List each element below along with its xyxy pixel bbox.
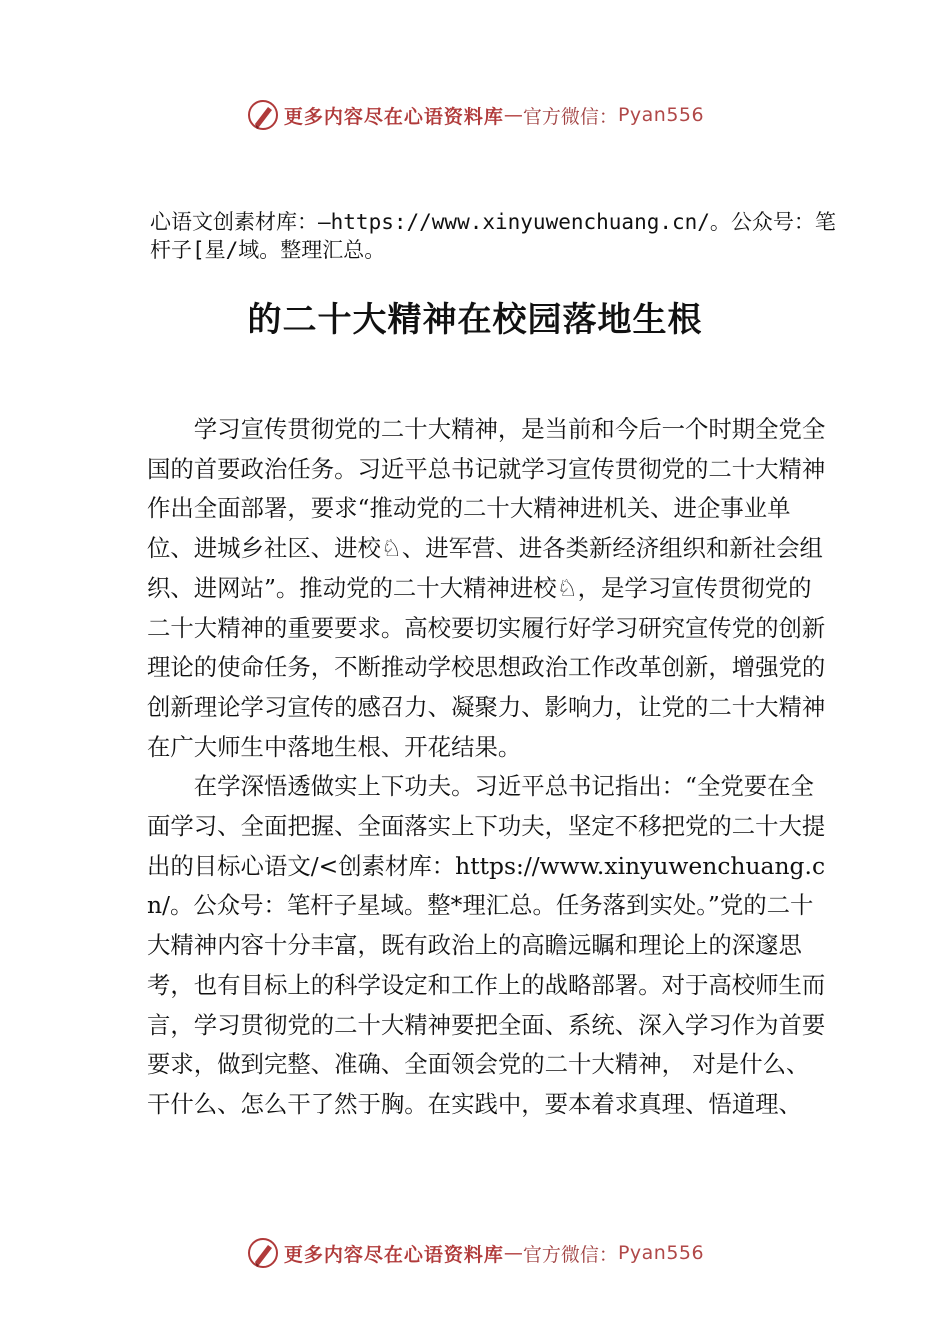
watermark-text: 更多内容尽在心语资料库	[283, 1243, 504, 1266]
watermark-dash: —	[503, 104, 523, 126]
watermark-dash: —	[503, 1242, 523, 1264]
source-line: 心语文创素材库：—https://www.xinyuwenchuang.cn/。公众号：笔杆子[星/域。整理汇总。	[150, 210, 836, 262]
watermark-text: 更多内容尽在心语资料库	[283, 105, 504, 128]
pen-logo-icon	[246, 1236, 280, 1270]
wechat-label: 官方微信：	[522, 105, 618, 128]
footer-watermark	[0, 1233, 950, 1273]
paragraph: 学习宣传贯彻党的二十大精神，是当前和今后一个时期全党全国的首要政治任务。习近平总书记就学习宣传贯彻党的二十大精神作出全面部署，要求“推动党的二十大精神进机关、进企事业单位、进城乡社区、进校♘、进军营、进各类新经济组织和新社会组织、进网站”。推动党的二十大精神进校♘，是学习宣传贯彻党的二十大精神的重要要求。高校要切实履行好学习研究宣传党的创新理论的使命任务，不断推动学校思想政治工作改革创新，增强党的创新理论学习宣传的感召力、凝聚力、影响力，让党的二十大精神在广大师生中落地生根、开花结果。	[147, 415, 826, 761]
paragraph: 在学深悟透做实上下功夫。习近平总书记指出：“全党要在全面学习、全面把握、全面落实上下功夫，坚定不移把党的二十大提出的目标心语文/<创素材库：https://www.xinyuwenchuang.cn/。公众号：笔杆子星域。整*理汇总。任务落到实处。”党的二十大精神内容十分丰富，既有政治上的高瞻远瞩和理论上的深邃思考，也有目标上的科学设定和工作上的战略部署。对于高校师生而言，学习贯彻党的二十大精神要把全面、系统、深入学习作为首要要求，做到完整、准确、全面领会党的二十大精神， 对是什么、干什么、怎么干了然于胸。在实践中，要本着求真理、悟道理、	[147, 772, 826, 1118]
article-body	[147, 410, 829, 1125]
pen-logo-icon	[246, 98, 280, 132]
wechat-id: Pyan556	[617, 1242, 705, 1264]
header-watermark	[0, 95, 950, 135]
page-title: 的二十大精神在校园落地生根	[247, 300, 703, 340]
wechat-label: 官方微信：	[522, 1243, 618, 1266]
wechat-id: Pyan556	[617, 104, 705, 126]
